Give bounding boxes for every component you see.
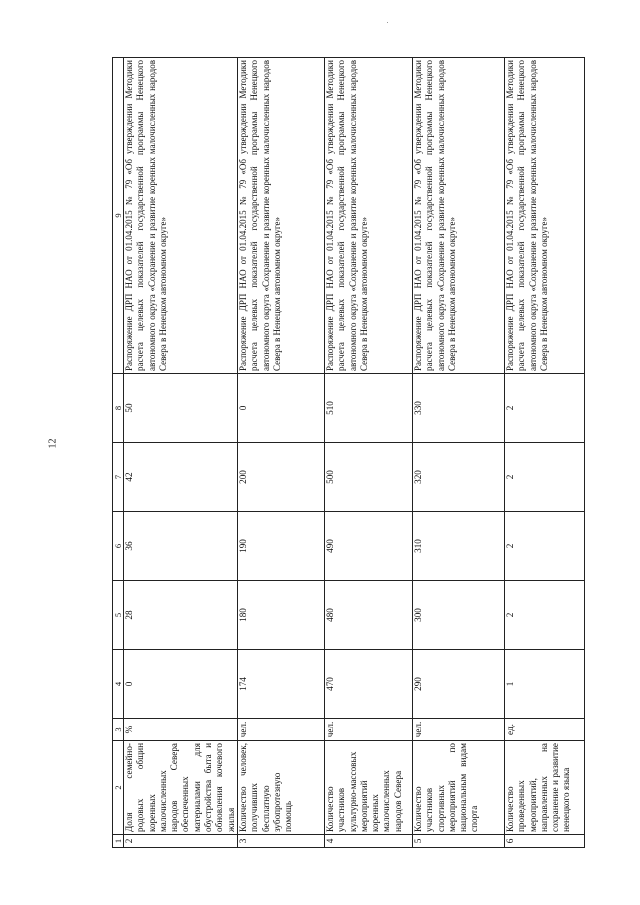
value-col5: 2 bbox=[504, 581, 584, 650]
row-number: 2 bbox=[124, 835, 238, 848]
indicators-table bbox=[112, 57, 585, 848]
value-col6: 2 bbox=[504, 512, 584, 581]
value-col7: 200 bbox=[237, 443, 324, 512]
header-cell: 4 bbox=[113, 650, 124, 719]
table-row bbox=[124, 58, 238, 848]
value-col8: 330 bbox=[412, 374, 504, 443]
header-cell: 1 bbox=[113, 835, 124, 848]
indicator-name: Количество участников культурно-массовых мероприятий коренных малочисленных народов Севера bbox=[324, 741, 412, 835]
table-row bbox=[412, 58, 504, 848]
indicator-name: Количество участников спортивных мероприятий по национальным видам спорта bbox=[412, 741, 504, 835]
scan-speck bbox=[387, 22, 388, 23]
value-col4: 290 bbox=[412, 650, 504, 719]
value-col5: 180 bbox=[237, 581, 324, 650]
indicator-name: Количество человек, получивших бесплатную зубопротезную помощь bbox=[237, 741, 324, 835]
source-document: Распоряжение ДРП НАО от 01.04.2015 № 79 «Об утверждении Методики расчета целевых показателей государственной программы Ненецкого автономного округа «Сохранение и развитие коренных малочисленных народов Севера в Ненецком автономном округе» bbox=[124, 58, 238, 374]
unit-cell: чел. bbox=[324, 719, 412, 741]
value-col5: 300 bbox=[412, 581, 504, 650]
unit-cell: % bbox=[124, 719, 238, 741]
value-col6: 310 bbox=[412, 512, 504, 581]
page-number: 12 bbox=[47, 438, 59, 449]
value-col8: 0 bbox=[237, 374, 324, 443]
table-row bbox=[504, 58, 584, 848]
source-document: Распоряжение ДРП НАО от 01.04.2015 № 79 «Об утверждении Методики расчета целевых показателей государственной программы Ненецкого автономного округа «Сохранение и развитие коренных малочисленных народов Севера в Ненецком автономном округе» bbox=[237, 58, 324, 374]
header-cell: 5 bbox=[113, 581, 124, 650]
indicator-name: Доля семейно-родовых общин коренных малочисленных народов Севера обеспеченных материалами для обустройства быта и обновления кочевого жилья bbox=[124, 741, 238, 835]
header-cell: 7 bbox=[113, 443, 124, 512]
header-cell: 3 bbox=[113, 719, 124, 741]
header-row bbox=[113, 58, 124, 848]
value-col6: 190 bbox=[237, 512, 324, 581]
value-col5: 28 bbox=[124, 581, 238, 650]
source-document: Распоряжение ДРП НАО от 01.04.2015 № 79 «Об утверждении Методики расчета целевых показателей государственной программы Ненецкого автономного округа «Сохранение и развитие коренных малочисленных народов Севера в Ненецком автономном округе» bbox=[412, 58, 504, 374]
value-col5: 480 bbox=[324, 581, 412, 650]
unit-cell: чел. bbox=[412, 719, 504, 741]
value-col4: 1 bbox=[504, 650, 584, 719]
header-cell: 2 bbox=[113, 741, 124, 835]
header-cell: 6 bbox=[113, 512, 124, 581]
value-col8: 2 bbox=[504, 374, 584, 443]
row-number: 5 bbox=[412, 835, 504, 848]
value-col4: 0 bbox=[124, 650, 238, 719]
value-col7: 320 bbox=[412, 443, 504, 512]
indicator-name: Количество проведенных мероприятий, направленных на сохранение и развитие ненецкого языка bbox=[504, 741, 584, 835]
value-col6: 36 bbox=[124, 512, 238, 581]
value-col6: 490 bbox=[324, 512, 412, 581]
value-col8: 510 bbox=[324, 374, 412, 443]
value-col7: 42 bbox=[124, 443, 238, 512]
source-document: Распоряжение ДРП НАО от 01.04.2015 № 79 «Об утверждении Методики расчета целевых показателей государственной программы Ненецкого автономного округа «Сохранение и развитие коренных малочисленных народов Севера в Ненецком автономном округе» bbox=[324, 58, 412, 374]
value-col7: 2 bbox=[504, 443, 584, 512]
value-col4: 174 bbox=[237, 650, 324, 719]
table-row bbox=[237, 58, 324, 848]
row-number: 3 bbox=[237, 835, 324, 848]
rotated-table-container bbox=[112, 58, 572, 848]
value-col4: 470 bbox=[324, 650, 412, 719]
row-number: 4 bbox=[324, 835, 412, 848]
header-cell: 8 bbox=[113, 374, 124, 443]
unit-cell: чел. bbox=[237, 719, 324, 741]
unit-cell: ед. bbox=[504, 719, 584, 741]
table-row bbox=[324, 58, 412, 848]
value-col7: 500 bbox=[324, 443, 412, 512]
row-number: 6 bbox=[504, 835, 584, 848]
header-cell: 9 bbox=[113, 58, 124, 374]
source-document: Распоряжение ДРП НАО от 01.04.2015 № 79 «Об утверждении Методики расчета целевых показателей государственной программы Ненецкого автономного округа «Сохранение и развитие коренных малочисленных народов Севера в Ненецком автономном округе» bbox=[504, 58, 584, 374]
value-col8: 50 bbox=[124, 374, 238, 443]
